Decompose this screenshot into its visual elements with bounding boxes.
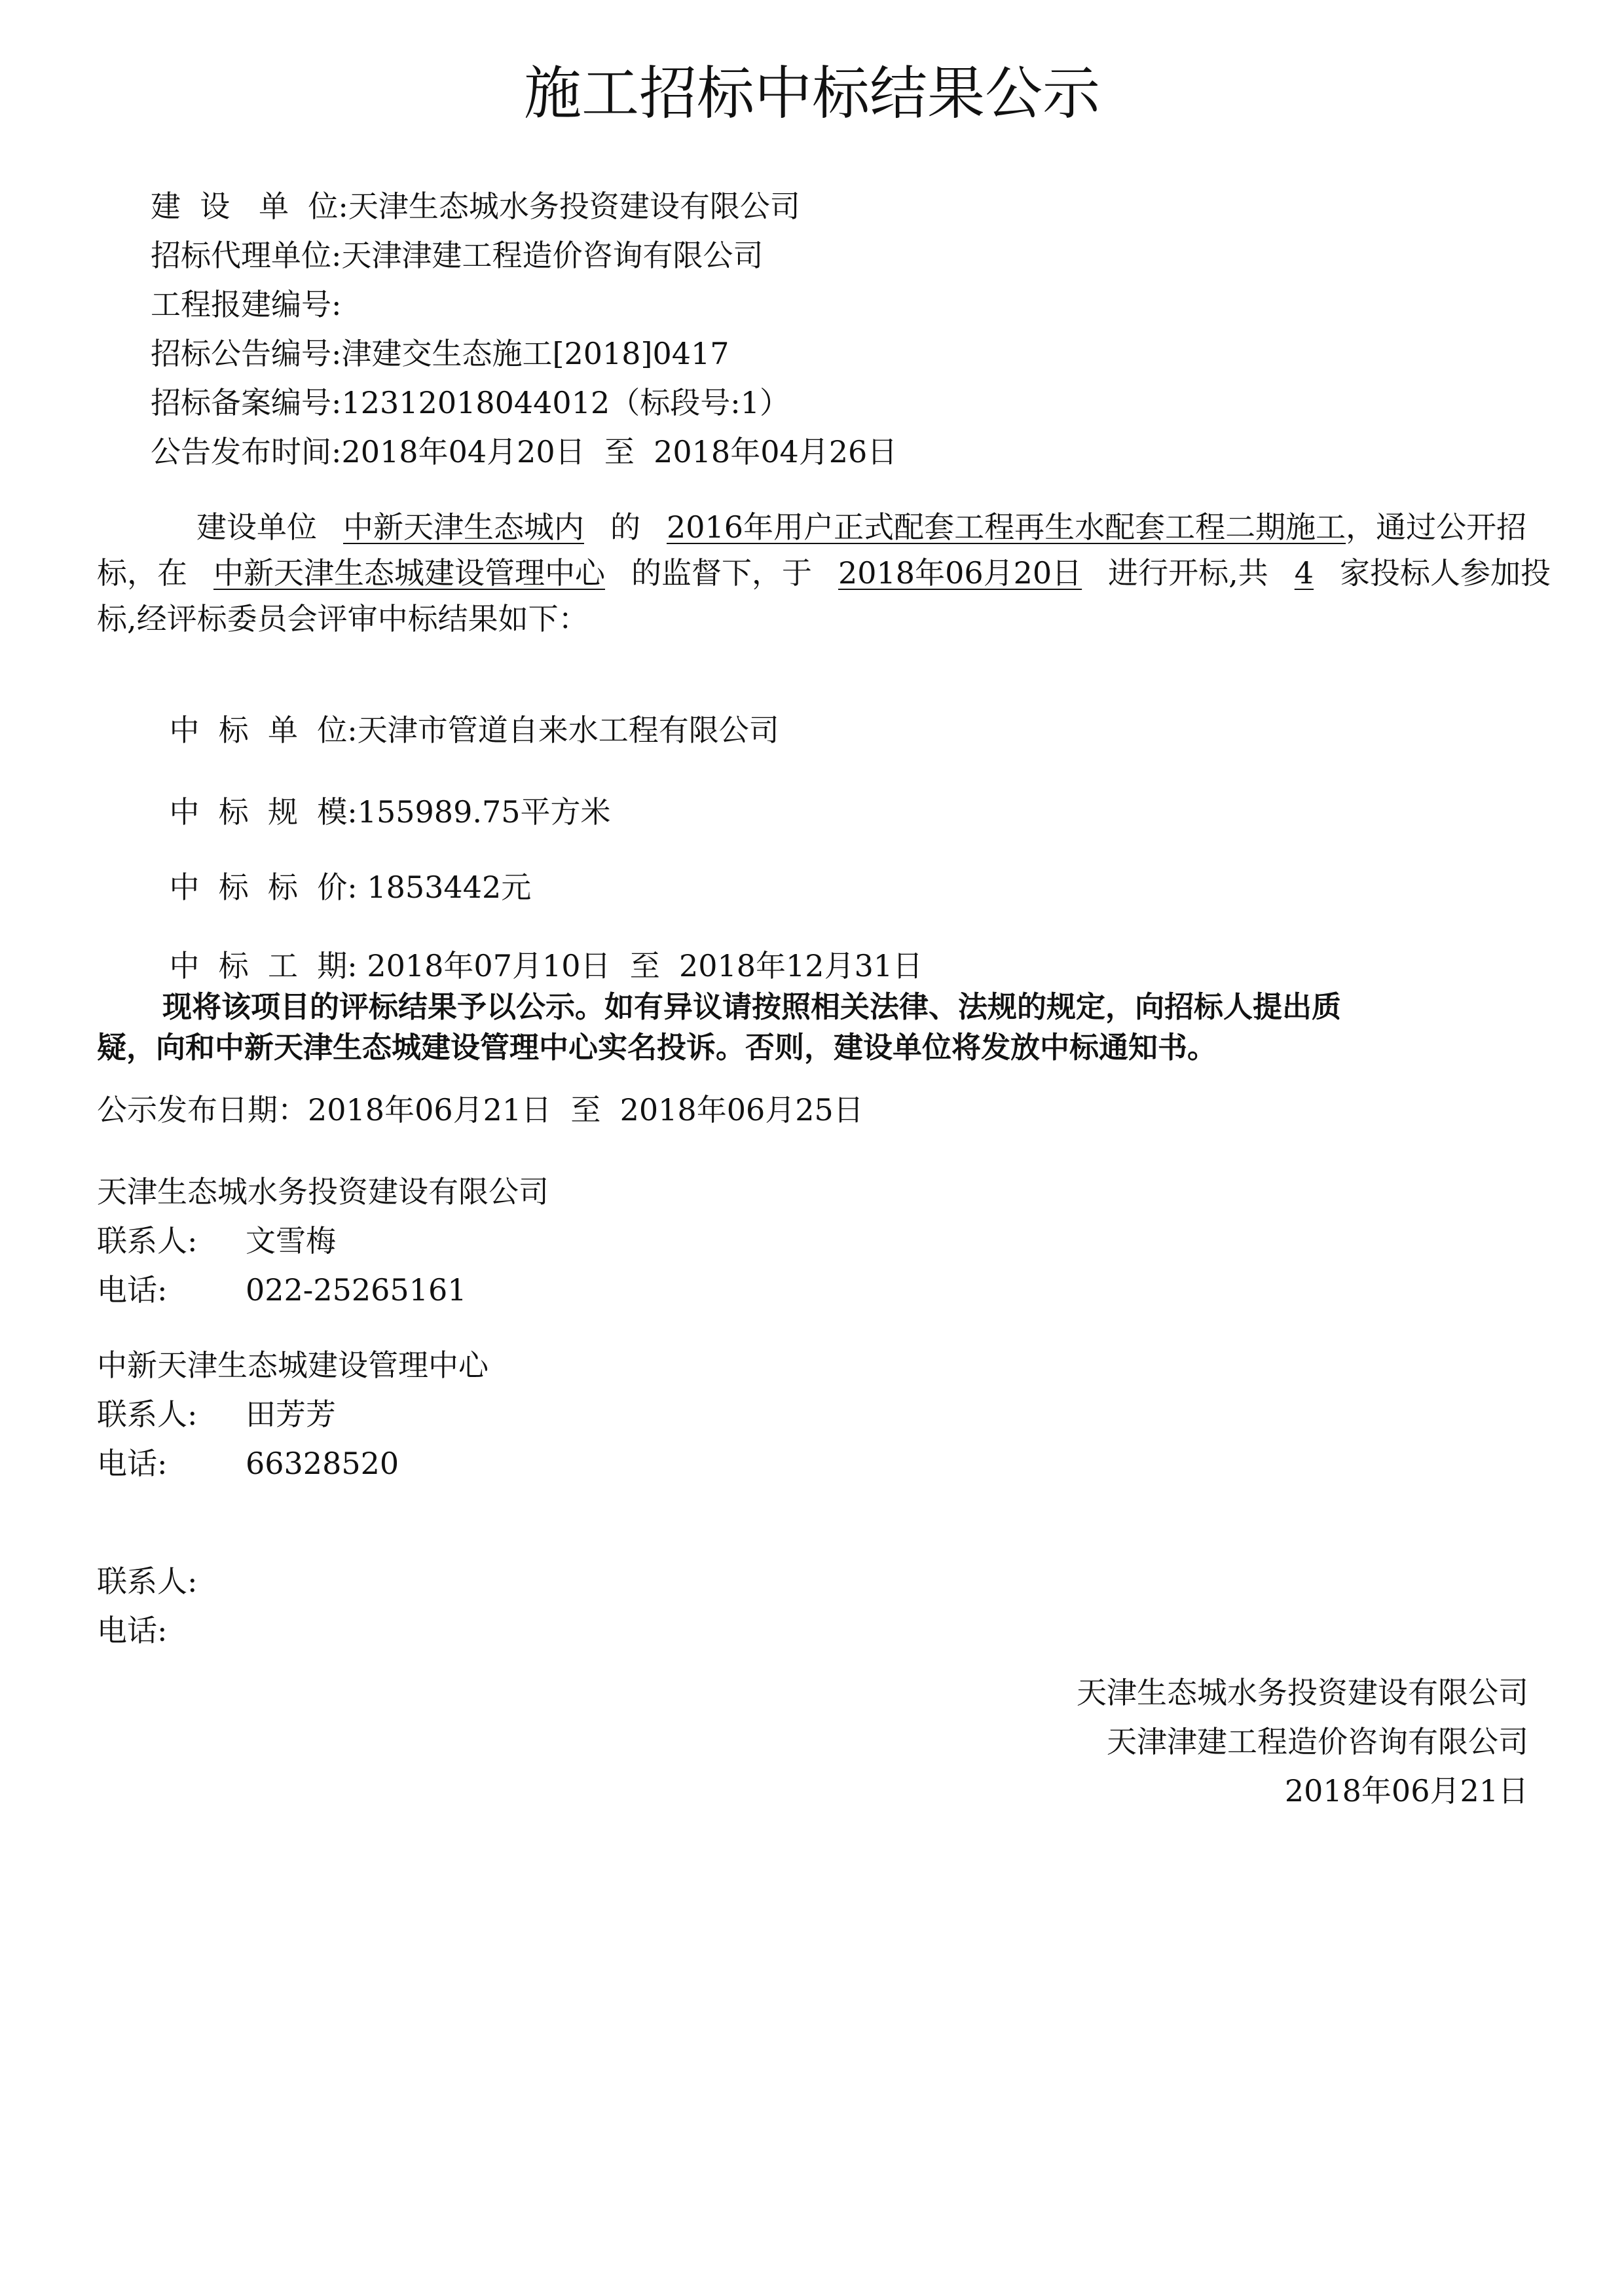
announcement-line-3: 标,经评标委员会评审中标结果如下： bbox=[97, 601, 589, 636]
announcement-text: 进行开标,共 bbox=[1108, 555, 1268, 591]
contact-person-row bbox=[97, 1221, 686, 1260]
result-value: 1853442元 bbox=[357, 870, 532, 905]
signature-org-2: 天津津建工程造价咨询有限公司 bbox=[1107, 1724, 1528, 1759]
info-label: 招标代理单位: bbox=[151, 238, 342, 273]
info-label: 建 设 单 位: bbox=[151, 189, 348, 224]
announcement-line-2 bbox=[97, 553, 1551, 593]
result-label: 中 标 单 位: bbox=[169, 712, 358, 748]
info-row-notice-number bbox=[151, 334, 729, 373]
info-row-agent bbox=[151, 236, 764, 275]
info-value: 12312018044012（标段号:1） bbox=[341, 385, 790, 420]
announcement-line-1 bbox=[196, 507, 1526, 547]
announcement-text: ，通过公开招 bbox=[1346, 509, 1527, 545]
result-value: 2018年07月10日 至 2018年12月31日 bbox=[357, 948, 923, 983]
info-label: 招标备案编号: bbox=[151, 385, 342, 420]
objection-notice-line-2: 疑，向和中新天津生态城建设管理中心实名投诉。否则，建设单位将发放中标通知书。 bbox=[97, 1030, 1217, 1065]
publish-period: 公示发布日期：2018年06月21日 至 2018年06月25日 bbox=[97, 1092, 864, 1128]
contact-phone-row bbox=[97, 1270, 686, 1310]
contact-phone-row bbox=[97, 1444, 686, 1483]
announcement-text: 标，在 bbox=[97, 555, 187, 591]
extra-contact-person-label: 联系人: bbox=[97, 1564, 198, 1599]
contact-org: 天津生态城水务投资建设有限公司 bbox=[97, 1174, 549, 1209]
result-value: 天津市管道自来水工程有限公司 bbox=[357, 712, 779, 748]
result-label: 中 标 规 模: bbox=[169, 794, 358, 830]
signature-org-1: 天津生态城水务投资建设有限公司 bbox=[1077, 1675, 1528, 1710]
contact-org: 中新天津生态城建设管理中心 bbox=[97, 1348, 489, 1383]
info-value: 2018年04月20日 至 2018年04月26日 bbox=[341, 434, 898, 469]
info-row-project-number bbox=[151, 285, 342, 324]
announcement-text: 的监督下，于 bbox=[631, 555, 812, 591]
contact-person: 田芳芳 bbox=[246, 1397, 336, 1432]
contact-person-row bbox=[97, 1395, 686, 1434]
contact-person-label: 联系人: bbox=[97, 1223, 198, 1258]
info-row-publish-time bbox=[151, 432, 897, 471]
contact-person-label: 联系人: bbox=[97, 1397, 198, 1432]
contact-person: 文雪梅 bbox=[246, 1223, 336, 1258]
document-title: 施工招标中标结果公示 bbox=[523, 60, 1100, 127]
extra-contact-phone-label: 电话: bbox=[97, 1613, 168, 1648]
contact-phone-label: 电话: bbox=[97, 1272, 168, 1308]
info-row-record-number bbox=[151, 383, 790, 422]
announcement-text: 的 bbox=[610, 509, 640, 545]
info-value: 津建交生态施工[2018]0417 bbox=[341, 336, 729, 371]
result-label: 中 标 标 价: bbox=[169, 870, 358, 905]
bidder-count: 4 bbox=[1294, 555, 1314, 591]
info-label: 工程报建编号: bbox=[151, 287, 342, 322]
announcement-text: 家投标人参加投 bbox=[1340, 555, 1551, 591]
contact-phone: 66328520 bbox=[246, 1446, 399, 1481]
info-label: 公告发布时间: bbox=[151, 434, 342, 469]
info-row-builder bbox=[151, 187, 800, 226]
contact-phone-label: 电话: bbox=[97, 1446, 168, 1481]
supervisor-name: 中新天津生态城建设管理中心 bbox=[213, 555, 605, 591]
info-value: 天津生态城水务投资建设有限公司 bbox=[348, 189, 800, 224]
announcement-text: 建设单位 bbox=[196, 509, 317, 545]
info-value: 天津津建工程造价咨询有限公司 bbox=[341, 238, 764, 273]
builder-location: 中新天津生态城内 bbox=[343, 509, 584, 545]
contact-phone: 022-25265161 bbox=[246, 1272, 467, 1308]
project-name: 2016年用户正式配套工程再生水配套工程二期施工 bbox=[667, 509, 1346, 545]
signature-date: 2018年06月21日 bbox=[1284, 1773, 1528, 1808]
objection-notice-line-1: 现将该项目的评标结果予以公示。如有异议请按照相关法律、法规的规定，向招标人提出质 bbox=[162, 989, 1342, 1024]
result-value: 155989.75平方米 bbox=[357, 794, 611, 830]
result-label: 中 标 工 期: bbox=[169, 948, 358, 983]
info-label: 招标公告编号: bbox=[151, 336, 342, 371]
opening-date: 2018年06月20日 bbox=[838, 555, 1082, 591]
